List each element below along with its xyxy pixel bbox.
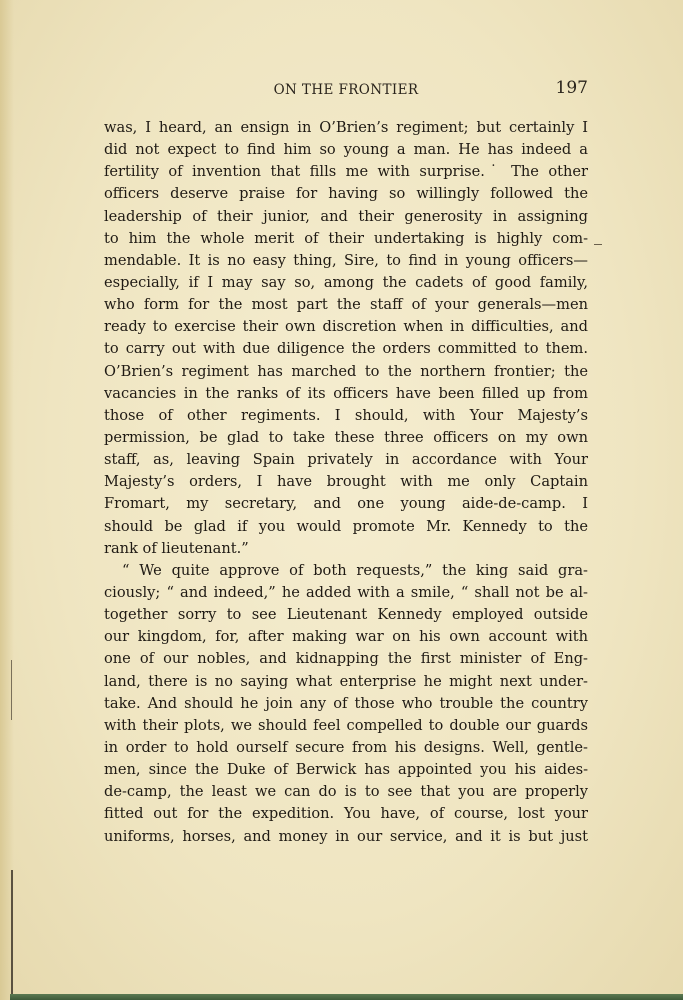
text-line: men, since the Duke of Berwick has appointed you his aides-: [104, 761, 588, 779]
binding-mark: [11, 660, 12, 720]
margin-mark: [594, 244, 602, 245]
text-line: one of our nobles, and kidnapping the first minister of Eng-: [104, 650, 588, 668]
binding-edge: [11, 870, 13, 1000]
text-line: fitted out for the expedition. You have, of course, lost your: [104, 805, 588, 823]
text-line: de-camp, the least we can do is to see that you are properly: [104, 783, 588, 801]
text-line: rank of lieutenant.”: [104, 539, 249, 557]
text-line: did not expect to find him so young a man. He has indeed a: [104, 141, 588, 159]
page-gutter-shadow: [0, 0, 14, 1000]
text-line: fertility of invention that fills me with surprise.˙ The other: [104, 163, 588, 181]
text-line: “ We quite approve of both requests,” the king said gra-: [122, 561, 588, 579]
text-line: uniforms, horses, and money in our service, and it is but just: [104, 827, 588, 845]
text-line: together sorry to see Lieutenant Kennedy employed outside: [104, 606, 588, 624]
text-line: Majesty’s orders, I have brought with me only Captain: [104, 473, 588, 491]
text-line: staff, as, leaving Spain privately in accordance with Your: [104, 451, 588, 469]
text-line: ready to exercise their own discretion when in difficulties, and: [104, 318, 588, 336]
text-line: land, there is no saying what enterprise he might next under-: [104, 672, 588, 690]
text-line: Fromart, my secretary, and one young aide-de-camp. I: [104, 495, 588, 513]
text-line: in order to hold ourself secure from his designs. Well, gentle-: [104, 738, 588, 756]
text-line: officers deserve praise for having so willingly followed the: [104, 185, 588, 203]
text-line: with their plots, we should feel compelled to double our guards: [104, 716, 588, 734]
text-line: those of other regiments. I should, with Your Majesty’s: [104, 406, 588, 424]
running-head: ON THE FRONTIER: [273, 82, 419, 98]
text-line: leadership of their junior, and their generosity in assigning: [104, 207, 588, 225]
text-line: to carry out with due diligence the orders committed to them.: [104, 340, 588, 358]
body-text: [104, 117, 588, 848]
text-line: take. And should he join any of those who trouble the country: [104, 694, 588, 712]
text-line: especially, if I may say so, among the cadets of good family,: [104, 273, 588, 291]
text-line: who form for the most part the staff of your generals—men: [104, 296, 588, 314]
page-number: 197: [555, 78, 588, 98]
text-line: to him the whole merit of their undertaking is highly com-: [104, 229, 588, 247]
text-line: was, I heard, an ensign in O’Brien’s regiment; but certainly I: [104, 119, 588, 136]
text-line: O’Brien’s regiment has marched to the northern frontier; the: [104, 362, 588, 380]
text-line: ciously; “ and indeed,” he added with a smile, “ shall not be al-: [104, 583, 588, 601]
text-line: should be glad if you would promote Mr. Kennedy to the: [104, 517, 588, 535]
text-line: our kingdom, for, after making war on his own account with: [104, 628, 588, 646]
scan-bottom-edge: [10, 994, 683, 1000]
page-header: [104, 78, 588, 102]
text-line: permission, be glad to take these three officers on my own: [104, 428, 588, 446]
text-line: mendable. It is no easy thing, Sire, to find in young officers—: [104, 251, 588, 269]
text-line: vacancies in the ranks of its officers have been filled up from: [104, 384, 588, 402]
